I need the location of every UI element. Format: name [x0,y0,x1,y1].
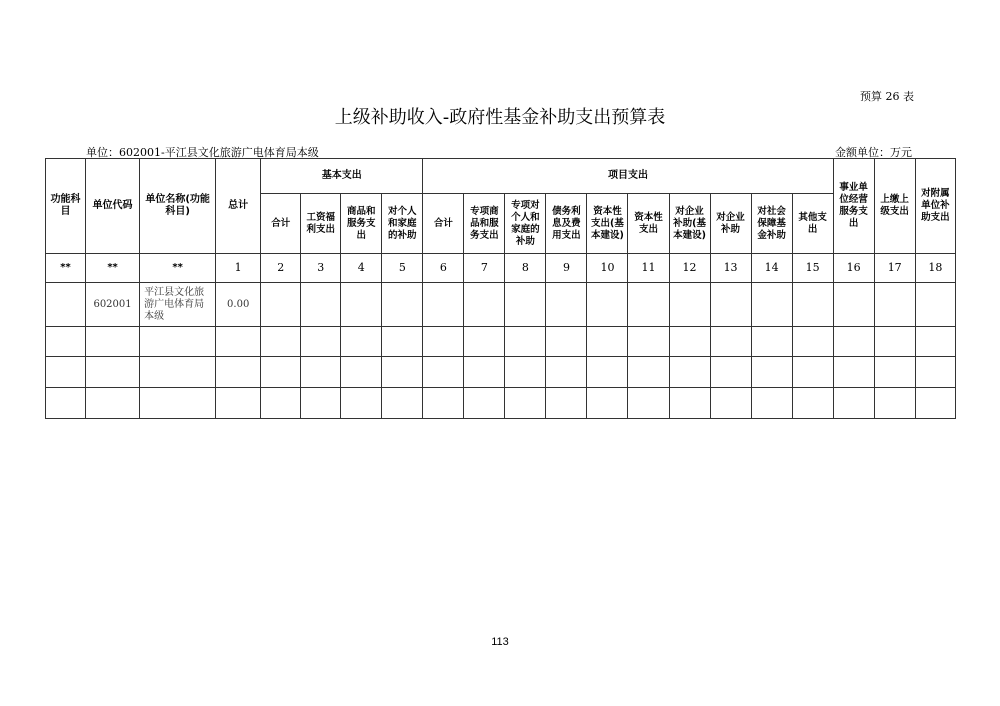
header-unit-code: 单位代码 [86,159,140,254]
index-cell: 16 [833,254,874,283]
cell-total: 0.00 [216,283,261,327]
index-cell: 13 [710,254,751,283]
unit-label: 单位：602001-平江县文化旅游广电体育局本级 [86,146,319,159]
header-project-expenditure: 项目支出 [423,159,833,194]
index-cell: ** [46,254,86,283]
index-cell: 17 [874,254,915,283]
header-basic-goods: 商品和服务支出 [341,194,382,254]
cell-unit-name: 平江县文化旅游广电体育局本级 [140,283,216,327]
index-cell: 15 [792,254,833,283]
cell-func [46,283,86,327]
index-cell: 6 [423,254,464,283]
header-total: 总计 [216,159,261,254]
form-number: 预算 26 表 [860,90,914,103]
index-cell: 4 [341,254,382,283]
index-cell: 12 [669,254,710,283]
header-project-goods: 专项商品和服务支出 [464,194,505,254]
table-row [46,388,956,419]
index-cell: 14 [751,254,792,283]
header-affiliated-subsidy: 对附属单位补助支出 [915,159,955,254]
index-row [46,254,956,283]
index-cell: ** [86,254,140,283]
budget-table [45,158,956,419]
index-cell: 8 [505,254,546,283]
table-row [46,357,956,388]
header-func-subject: 功能科目 [46,159,86,254]
table-row [46,327,956,357]
header-basic-expenditure: 基本支出 [261,159,423,194]
index-cell: 2 [261,254,301,283]
header-project-debt: 债务利息及费用支出 [546,194,587,254]
cell-unit-code: 602001 [86,283,140,327]
index-cell: 3 [301,254,341,283]
table-row [46,283,956,327]
header-unit-name: 单位名称(功能科目) [140,159,216,254]
index-cell: 18 [915,254,955,283]
index-cell: 9 [546,254,587,283]
header-project-sum: 合计 [423,194,464,254]
index-cell: 11 [628,254,669,283]
header-basic-personal: 对个人和家庭的补助 [382,194,423,254]
amount-unit-label: 金额单位：万元 [835,146,912,159]
header-project-capital-infra: 资本性支出(基本建设) [587,194,628,254]
header-row-1 [46,159,956,194]
index-cell: 5 [382,254,423,283]
header-project-personal: 专项对个人和家庭的补助 [505,194,546,254]
index-cell: ** [140,254,216,283]
header-remit-upper: 上缴上级支出 [874,159,915,254]
index-cell: 10 [587,254,628,283]
index-cell: 7 [464,254,505,283]
header-project-social-security: 对社会保障基金补助 [751,194,792,254]
header-project-enterprise: 对企业补助 [710,194,751,254]
header-project-enterprise-infra: 对企业补助(基本建设) [669,194,710,254]
header-project-capital: 资本性支出 [628,194,669,254]
header-enterprise-op: 事业单位经营服务支出 [833,159,874,254]
header-basic-sum: 合计 [261,194,301,254]
index-cell: 1 [216,254,261,283]
page-title: 上级补助收入-政府性基金补助支出预算表 [334,107,666,128]
page-number: 113 [491,636,509,648]
header-basic-wages: 工资福利支出 [301,194,341,254]
header-project-other: 其他支出 [792,194,833,254]
